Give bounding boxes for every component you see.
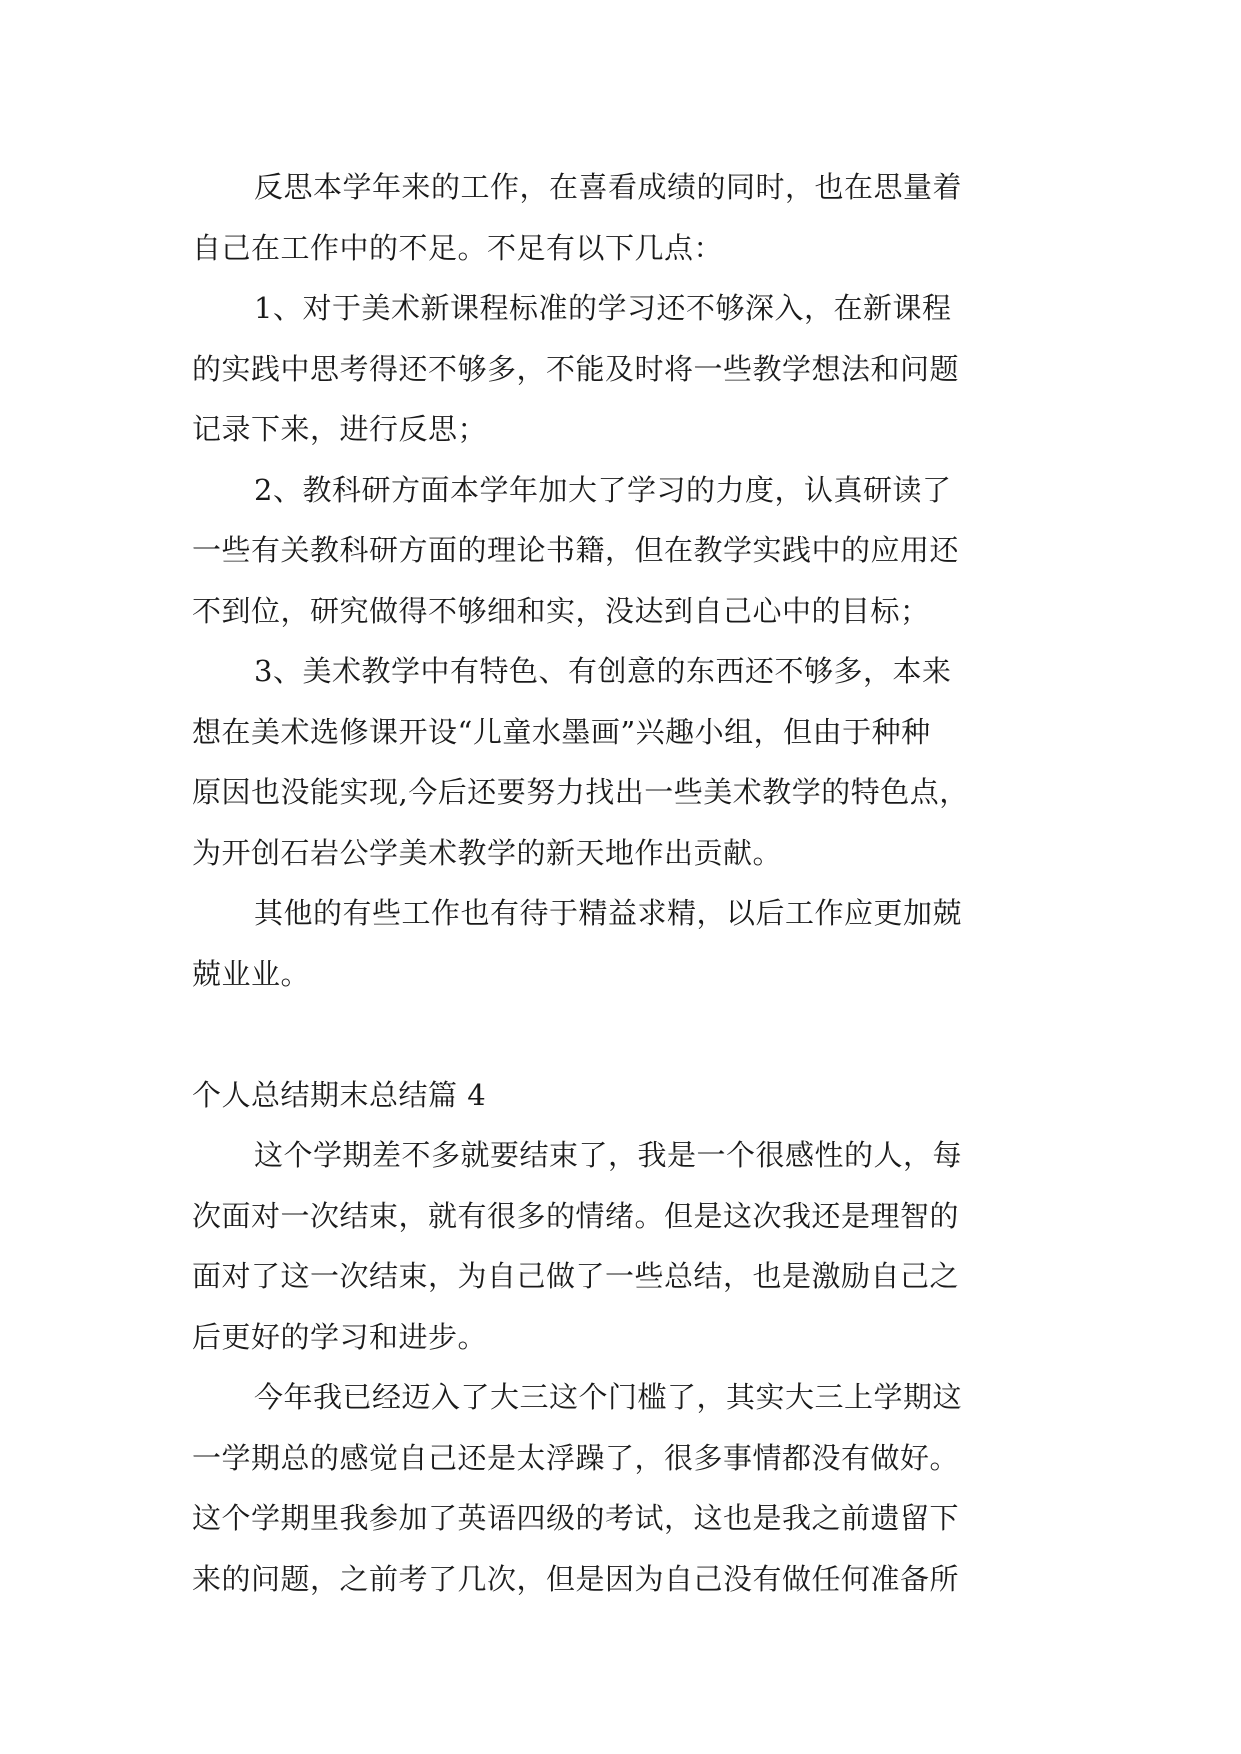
paragraph-line: 1、对于美术新课程标准的学习还不够深入，在新课程 [254, 291, 952, 325]
paragraph-line: 其他的有些工作也有待于精益求精，以后工作应更加兢 [254, 896, 963, 930]
paragraph-line: 次面对一次结束，就有很多的情绪。但是这次我还是理智的 [192, 1198, 960, 1233]
paragraph-line: 反思本学年来的工作，在喜看成绩的同时，也在思量着 [254, 170, 963, 204]
paragraph-line: 面对了这一次结束，为自己做了一些总结，也是激励自己之 [192, 1259, 960, 1293]
paragraph-line: 后更好的学习和进步。 [192, 1319, 488, 1354]
blank-line [192, 1004, 1050, 1065]
paragraph-line: 自己在工作中的不足。不足有以下几点： [192, 230, 724, 265]
paragraph-line: 这个学期差不多就要结束了，我是一个很感性的人，每 [254, 1138, 963, 1172]
document-body [192, 157, 1050, 1609]
paragraph-line: 的实践中思考得还不够多，不能及时将一些教学想法和问题 [192, 351, 960, 386]
paragraph-line: 不到位，研究做得不够细和实，没达到自己心中的目标； [192, 593, 930, 628]
paragraph-line: 2、教科研方面本学年加大了学习的力度，认真研读了 [254, 472, 952, 507]
paragraph-line: 今年我已经迈入了大三这个门槛了，其实大三上学期这 [254, 1380, 963, 1414]
paragraph-line: 来的问题，之前考了几次，但是因为自己没有做任何准备所 [192, 1561, 960, 1596]
section-heading: 个人总结期末总结篇 4 [192, 1077, 487, 1112]
paragraph-line: 一学期总的感觉自己还是太浮躁了，很多事情都没有做好。 [192, 1440, 960, 1475]
paragraph-line: 记录下来，进行反思； [192, 412, 488, 446]
paragraph-line: 一些有关教科研方面的理论书籍，但在教学实践中的应用还 [192, 533, 960, 567]
paragraph-line: 这个学期里我参加了英语四级的考试，这也是我之前遗留下 [192, 1501, 960, 1535]
paragraph-line: 为开创石岩公学美术教学的新天地作出贡献。 [192, 835, 783, 870]
paragraph-line: 3、美术教学中有特色、有创意的东西还不够多，本来 [254, 654, 952, 688]
paragraph-line: 想在美术选修课开设“儿童水墨画”兴趣小组，但由于种种 [192, 714, 931, 749]
paragraph-line: 兢业业。 [192, 956, 311, 991]
paragraph-line: 原因也没能实现,今后还要努力找出一些美术教学的特色点， [192, 775, 969, 809]
